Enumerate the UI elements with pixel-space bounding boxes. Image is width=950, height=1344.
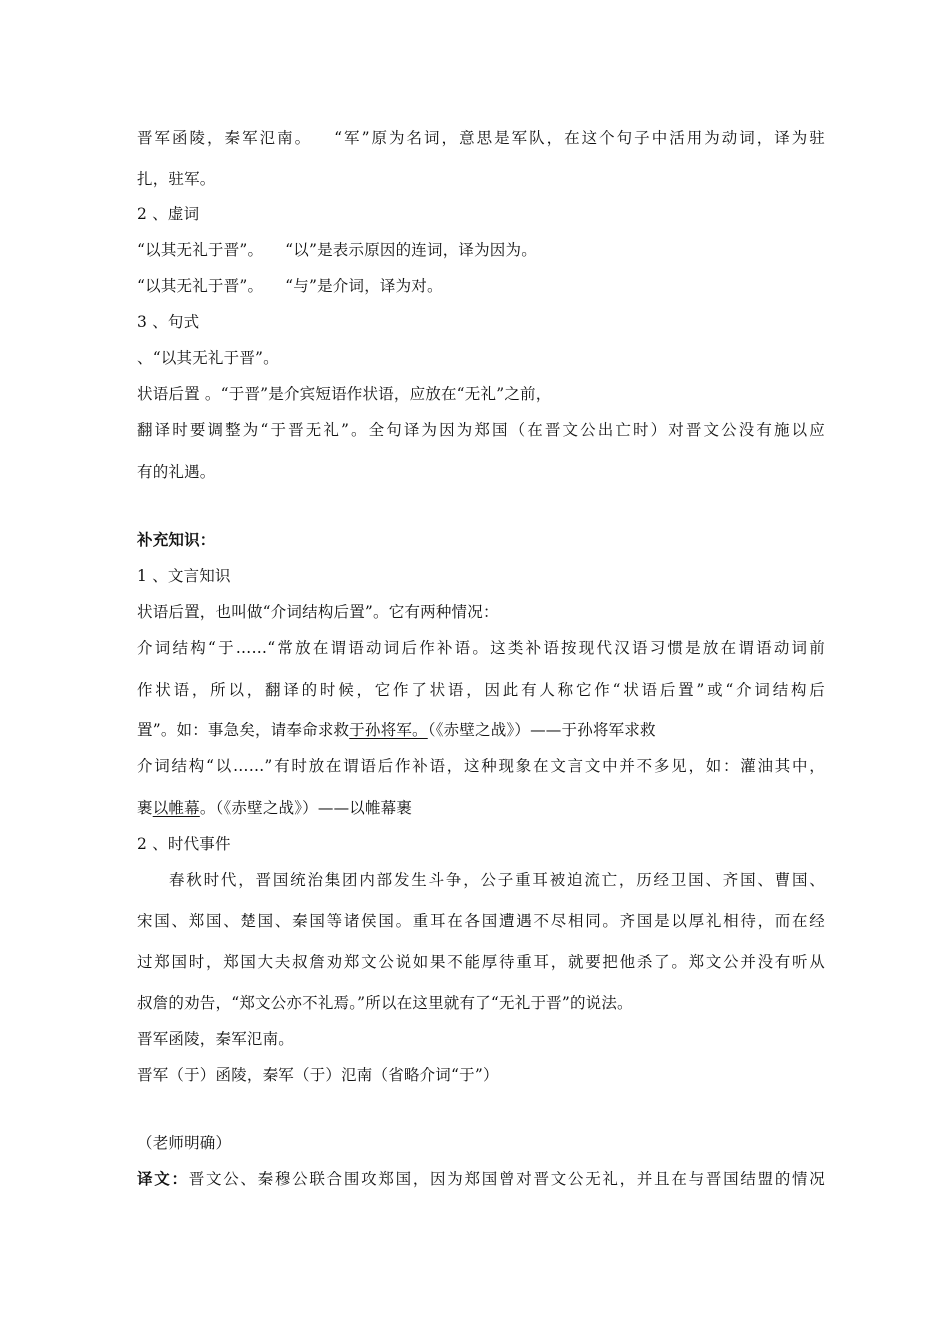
translation-text: 晋文公、秦穆公联合围攻郑国，因为郑国曾对晋文公无礼，并且在与晋国结盟的情况: [188, 1170, 825, 1188]
explanation-text: “与”是介词，译为对。: [285, 277, 443, 295]
paragraph-line: 介词结构“于……“常放在谓语动词后作补语。这类补语按现代汉语习惯是放在谓语动词前: [137, 639, 825, 657]
explanation-text: “军”原为名词，意思是军队，在这个句子中活用为动词，译为驻: [334, 129, 825, 147]
translation-line: [137, 1169, 825, 1189]
example-text: （《赤壁之战》）——于孙将军求救: [427, 721, 656, 739]
paragraph-line: 过郑国时，郑国大夫叔詹劝郑文公说如果不能厚待重耳，就要把他杀了。郑文公并没有听从: [137, 953, 825, 971]
explanation-text: “以”是表示原因的连词，译为因为。: [285, 241, 537, 259]
example-sentence: “以其无礼于晋”。: [137, 277, 264, 295]
example-text: 裹: [137, 799, 153, 817]
paragraph-line: 春秋时代，晋国统治集团内部发生斗争，公子重耳被迫流亡，历经卫国、齐国、曹国、: [169, 871, 825, 889]
example-text: 置”。如：事急矣，请奉命求救: [137, 721, 350, 739]
supplement-title: 补充知识：: [137, 530, 216, 549]
paragraph-line: [137, 798, 412, 818]
example-text: 。（《赤壁之战》）——以帷幕裹: [199, 799, 413, 817]
section-heading: 1 、文言知识: [137, 567, 231, 585]
paragraph-line: 宋国、郑国、楚国、秦国等诸侯国。重耳在各国遭遇不尽相同。齐国是以厚礼相待，而在经: [137, 912, 825, 930]
section-heading: 2 、虚词: [137, 205, 200, 223]
paragraph-line: [137, 240, 537, 260]
underlined-phrase: 于孙将军。: [349, 721, 428, 739]
example-sentence: 晋军函陵，秦军氾南。: [137, 129, 313, 147]
paragraph-line: 状语后置 。“于晋”是介宾短语作状语，应放在“无礼”之前，: [137, 385, 552, 403]
paragraph-line: 叔詹的劝告，“郑文公亦不礼焉。”所以在这里就有了“无礼于晋”的说法。: [137, 994, 633, 1012]
paragraph-line: 作状语，所以，翻译的时候，它作了状语，因此有人称它作“状语后置”或“介词结构后: [137, 681, 825, 699]
section-heading: 2 、时代事件: [137, 835, 231, 853]
section-heading: 3 、句式: [137, 313, 200, 331]
paragraph-line: [137, 128, 825, 148]
underlined-phrase: 以帷幕: [152, 799, 200, 817]
paragraph-line: 状语后置，也叫做“介词结构后置”。它有两种情况：: [137, 603, 499, 621]
example-sentence: “以其无礼于晋”。: [137, 241, 264, 259]
paragraph-line: 介词结构“以……”有时放在谓语后作补语，这种现象在文言文中并不多见，如：灌油其中，: [137, 757, 825, 775]
paragraph-line: 翻译时要调整为“于晋无礼”。全句译为因为郑国（在晋文公出亡时）对晋文公没有施以应: [137, 421, 825, 439]
paragraph-line: [137, 720, 656, 740]
paragraph-line: 晋军（于）函陵，秦军（于）氾南（省略介词“于”）: [137, 1066, 499, 1084]
teacher-note: （老师明确）: [137, 1134, 232, 1152]
paragraph-line: 有的礼遇。: [137, 463, 216, 481]
paragraph-line: 晋军函陵，秦军氾南。: [137, 1030, 295, 1048]
translation-label: 译文：: [137, 1169, 189, 1188]
paragraph-line: [137, 276, 443, 296]
paragraph-line: 扎，驻军。: [137, 170, 216, 188]
paragraph-line: 、“以其无礼于晋”。: [137, 349, 279, 367]
